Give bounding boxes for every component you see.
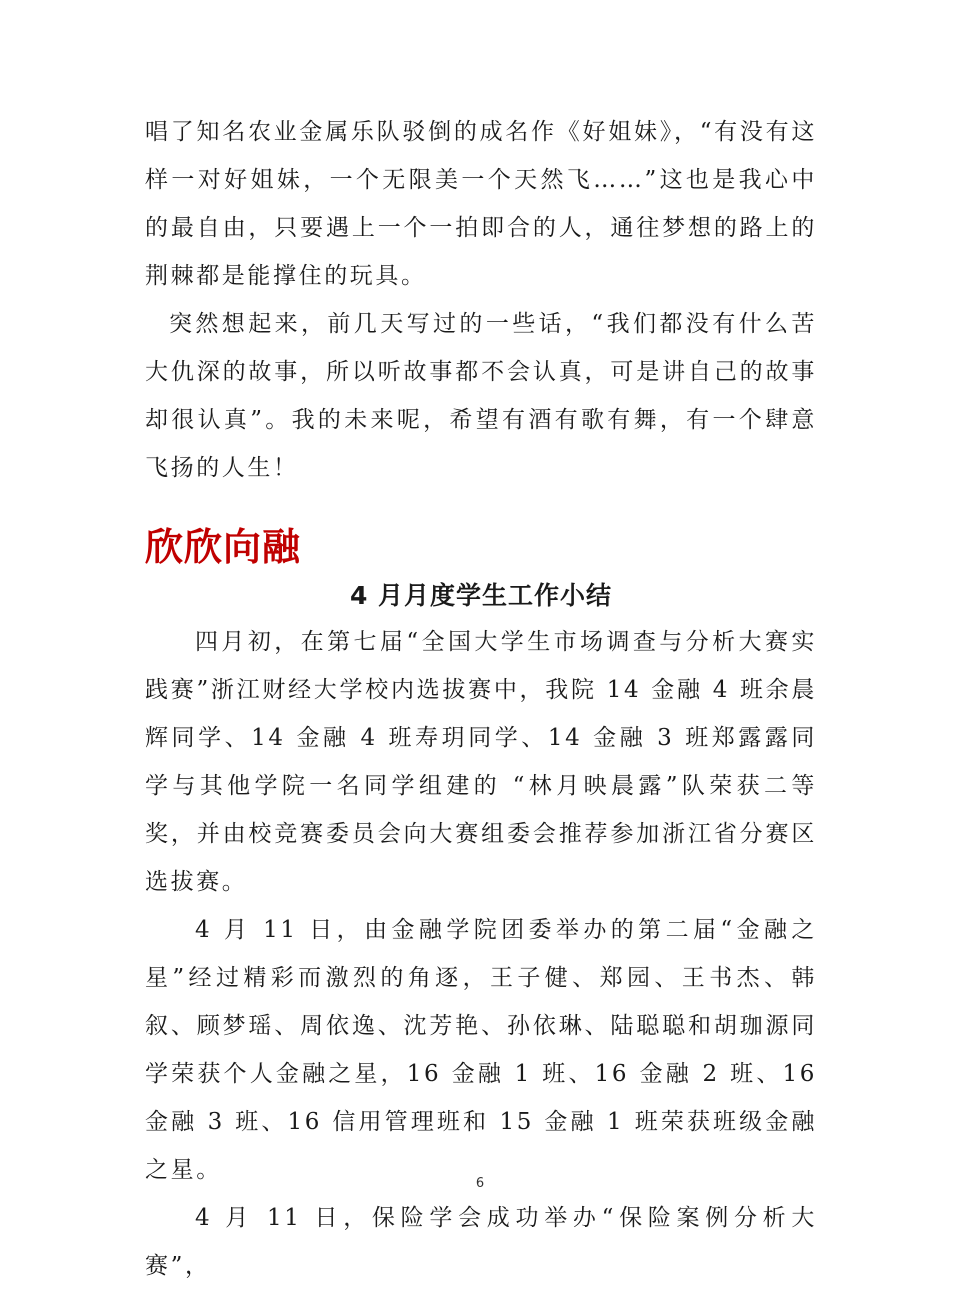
body-paragraph: 唱了知名农业金属乐队驳倒的成名作《好姐妹》，“有没有这样一对好姐妹，一个无限美一个天然飞……”这也是我心中的最自由，只要遇上一个一拍即合的人，通往梦想的路上的荆棘都是能撑住的玩具。 [145,119,817,289]
section-title: 欣欣向融 [145,525,302,569]
body-paragraph: 四月初，在第七届“全国大学生市场调查与分析大赛实践赛”浙江财经大学校内选拔赛中，我院 14 金融 4 班余晨辉同学、14 金融 4 班寿玥同学、14 金融 3 班郑露露同学与其他学院一名同学组建的 “林月映晨露”队荣获二等奖，并由校竞赛委员会向大赛组委会推荐参加浙江省分赛区选拔赛。 [145,629,817,895]
page-number: 6 [475,1176,485,1191]
page-content [145,108,817,1290]
body-paragraph: 4 月 11 日，由金融学院团委举办的第二届“金融之星”经过精彩而激烈的角逐，王子健、郑园、王书杰、韩叙、顾梦瑶、周依逸、沈芳艳、孙依琳、陆聪聪和胡珈源同学荣获个人金融之星，16 金融 1 班、16 金融 2 班、16 金融 3 班、16 信用管理班和 15 金融 1 班荣获班级金融之星。 [145,917,817,1183]
article-subtitle: 4 月月度学生工作小结 [349,581,613,610]
body-paragraph: 突然想起来，前几天写过的一些话，“我们都没有什么苦大仇深的故事，所以听故事都不会认真，可是讲自己的故事却很认真”。我的未来呢，希望有酒有歌有舞，有一个肆意飞扬的人生！ [145,311,817,481]
body-paragraph: 4 月 11 日，保险学会成功举办“保险案例分析大赛”， [145,1205,817,1279]
